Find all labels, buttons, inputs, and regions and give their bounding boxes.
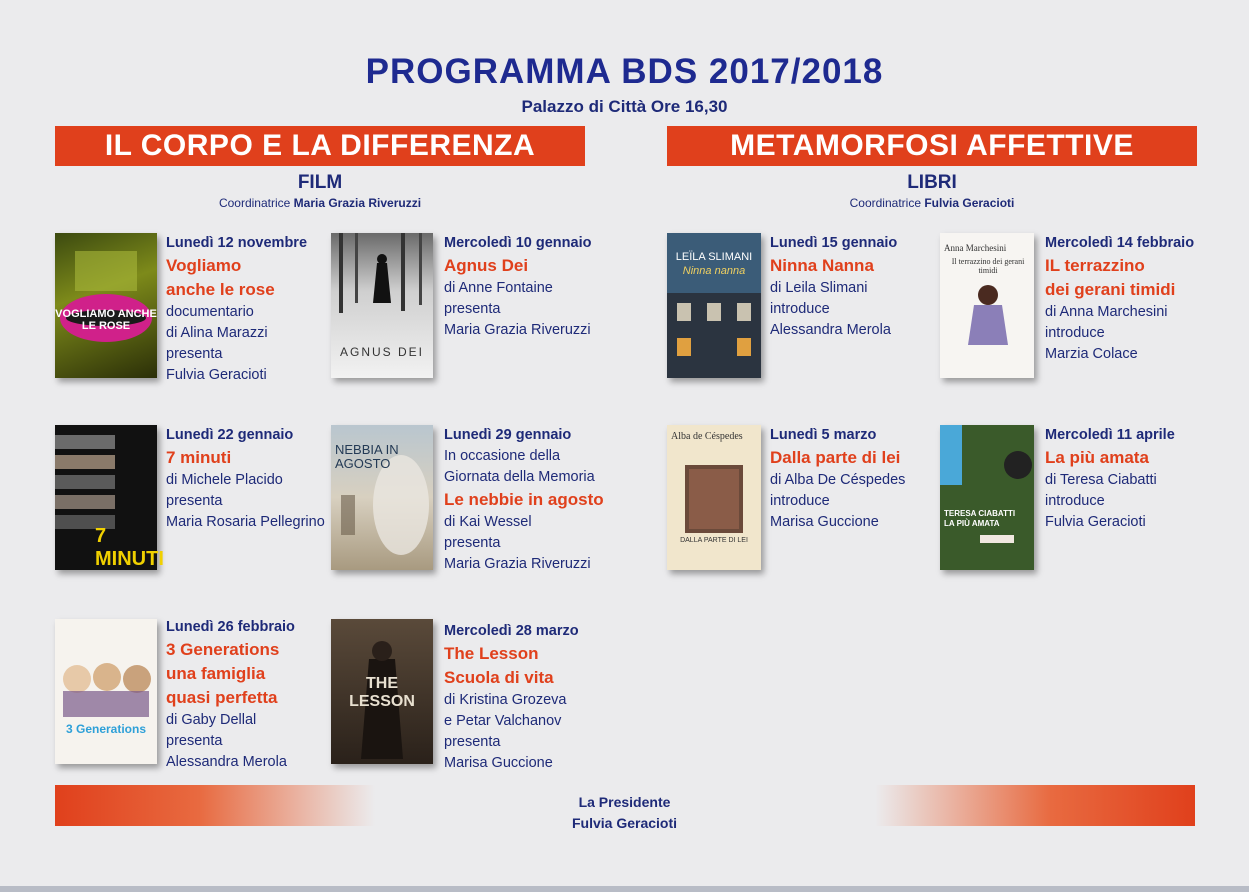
bottom-divider [0, 886, 1249, 892]
cover-ninna-nanna: LEÏLA SLIMANI Ninna nanna [667, 233, 761, 378]
film-entry-2: Mercoledì 10 gennaio Agnus Dei di Anne Fontaine presenta Maria Grazia Riveruzzi [444, 235, 592, 338]
cover-la-piu-amata: TERESA CIABATTI LA PIÙ AMATA [940, 425, 1034, 570]
right-section-title: LIBRI [907, 172, 957, 193]
right-banner: METAMORFOSI AFFETTIVE [667, 126, 1197, 166]
film-entry-6: Mercoledì 28 marzo The Lesson Scuola di vita di Kristina Grozeva e Petar Valchanov presenta Marisa Guccione [444, 623, 579, 771]
book-entry-4: Mercoledì 11 aprile La più amata di Teresa Ciabatti introduce Fulvia Geracioti [1045, 427, 1175, 530]
poster-art [55, 619, 157, 764]
page-subtitle: Palazzo di Città Ore 16,30 [521, 97, 728, 116]
film-entry-1: Lunedì 12 novembre Vogliamo anche le rose documentario di Alina Marazzi presenta Fulvia Geracioti [166, 235, 308, 383]
poster-the-lesson: THE LESSON [331, 619, 433, 764]
film-entry-3: Lunedì 22 gennaio 7 minuti di Michele Placido presenta Maria Rosaria Pellegrino [166, 427, 325, 530]
cover-il-terrazzino: Anna Marchesini Il terrazzino dei gerani timidi [940, 233, 1034, 378]
footer-signature [0, 792, 1249, 834]
book-entry-3: Lunedì 5 marzo Dalla parte di lei di Alba De Céspedes introduce Marisa Guccione [770, 427, 906, 530]
footer-name: Fulvia Geracioti [571, 815, 678, 831]
cover-dalla-parte-di-lei: Alba de Céspedes DALLA PARTE DI LEI [667, 425, 761, 570]
poster-art [55, 233, 157, 378]
right-coordinator: Coordinatrice Fulvia Geracioti [849, 196, 1015, 210]
cover-art [940, 233, 1034, 378]
poster-agnus-dei: AGNUS DEI [331, 233, 433, 378]
left-section-title: FILM [297, 172, 343, 193]
film-entry-5: Lunedì 26 febbraio 3 Generations una famiglia quasi perfetta di Gaby Dellal presenta Alessandra Merola [166, 619, 295, 770]
book-entry-2: Mercoledì 14 febbraio IL terrazzino dei gerani timidi di Anna Marchesini introduce Marzia Colace [1045, 235, 1195, 362]
poster-nebbia-in-agosto: NEBBIA IN AGOSTO [331, 425, 433, 570]
film-entry-4: Lunedì 29 gennaio In occasione della Giornata della Memoria Le nebbie in agosto di Kai Wessel presenta Maria Grazia Riveruzzi [444, 427, 604, 572]
poster-7-minuti: 7 MINUTI [55, 425, 157, 570]
book-entry-1: Lunedì 15 gennaio Ninna Nanna di Leila Slimani introduce Alessandra Merola [770, 235, 898, 338]
left-banner: IL CORPO E LA DIFFERENZA [55, 126, 585, 166]
left-coordinator: Coordinatrice Maria Grazia Riveruzzi [218, 196, 422, 210]
poster-vogliamo-anche-le-rose: VOGLIAMO ANCHE LE ROSE [55, 233, 157, 378]
page-title: PROGRAMMA BDS 2017/2018 [365, 52, 884, 91]
footer-role: La Presidente [578, 794, 671, 810]
cover-art [667, 425, 761, 570]
cover-art [940, 425, 1034, 570]
poster-3-generations: 3 Generations [55, 619, 157, 764]
